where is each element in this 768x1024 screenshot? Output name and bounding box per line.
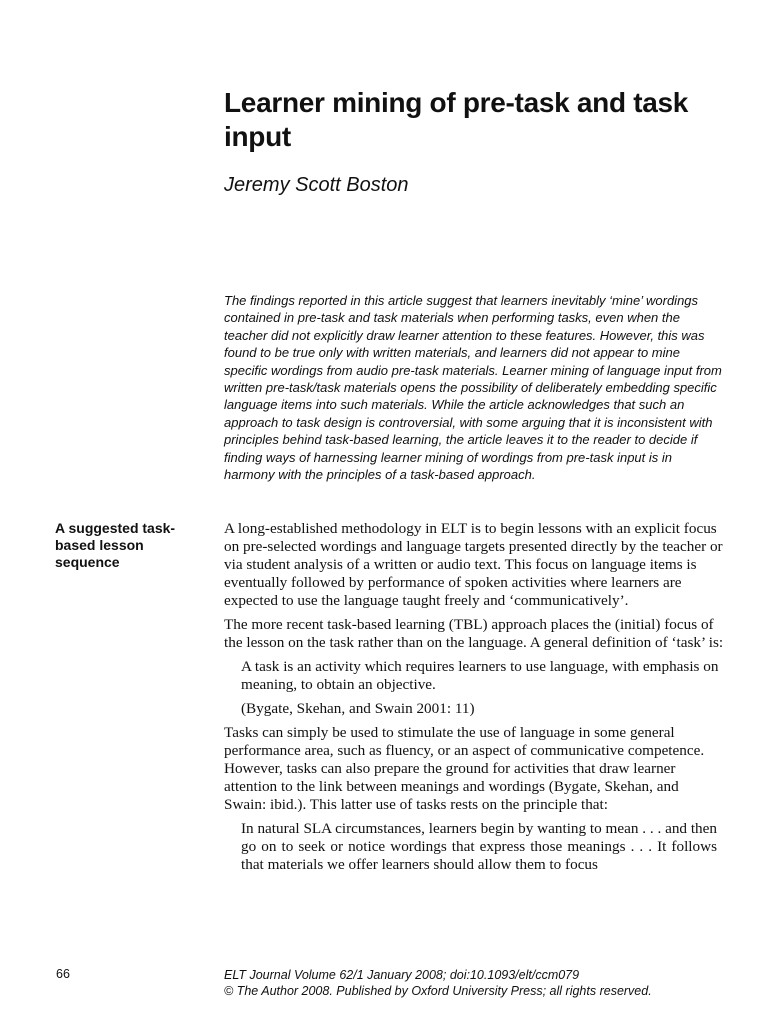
copyright-notice: © The Author 2008. Published by Oxford University Press; all rights reserved. [224, 984, 652, 998]
block-quote: A task is an activity which requires learners to use language, with emphasis on meaning, to obtain an objective. [241, 658, 719, 693]
section-heading: A suggested task-based lesson sequence [55, 520, 176, 570]
body-paragraph: The more recent task-based learning (TBL) approach places the (initial) focus of the lesson on the task rather than on the language. A general definition of ‘task’ is: [224, 616, 724, 651]
article-title: Learner mining of pre-task and task input [224, 87, 689, 152]
block-quote: In natural SLA circumstances, learners begin by wanting to mean . . . and then go on to seek or notice wordings that express those meanings . . . It follows that materials we offer learners should allow them to focus [241, 820, 717, 873]
body-paragraph: Tasks can simply be used to stimulate the use of language in some general performance area, such as fluency, or an aspect of communicative competence. However, tasks can also prepare the ground for activities that draw learner attention to the link between meanings and wordings (Bygate, Skehan, and Swain: ibid.). This latter use of tasks rests on the principle that: [224, 724, 705, 813]
quote-citation: (Bygate, Skehan, and Swain 2001: 11) [241, 700, 475, 717]
journal-footer [224, 967, 652, 999]
article-abstract: The findings reported in this article suggest that learners inevitably ‘mine’ wordings contained in pre-task and task materials when performing tasks, even when the teacher did not explicitly draw learner attention to these features. However, this was found to be true only with written materials, and learners did not appear to mine specific wordings from audio pre-task materials. Learner mining of language input from written pre-task/task materials opens the possibility of deliberately embedding specific language items into such materials. While the article acknowledges that such an approach to task design is controversial, with some arguing that it is inconsistent with principles behind task-based learning, the article leaves it to the reader to decide if finding ways of harnessing learner mining of wordings from pre-task input is in harmony with the principles of a task-based approach. [224, 293, 722, 483]
body-text [224, 520, 724, 880]
body-paragraph: A long-established methodology in ELT is to begin lessons with an explicit focus on pre-selected wordings and language targets presented directly by the teacher or via student analysis of a written or audio text. This focus on language items is eventually followed by performance of spoken activities where learners are expected to use the language taught freely and ‘communicatively’. [224, 520, 723, 609]
page-number: 66 [56, 967, 70, 981]
journal-citation: ELT Journal Volume 62/1 January 2008; doi:10.1093/elt/ccm079 [224, 968, 580, 982]
article-author: Jeremy Scott Boston [224, 174, 409, 196]
